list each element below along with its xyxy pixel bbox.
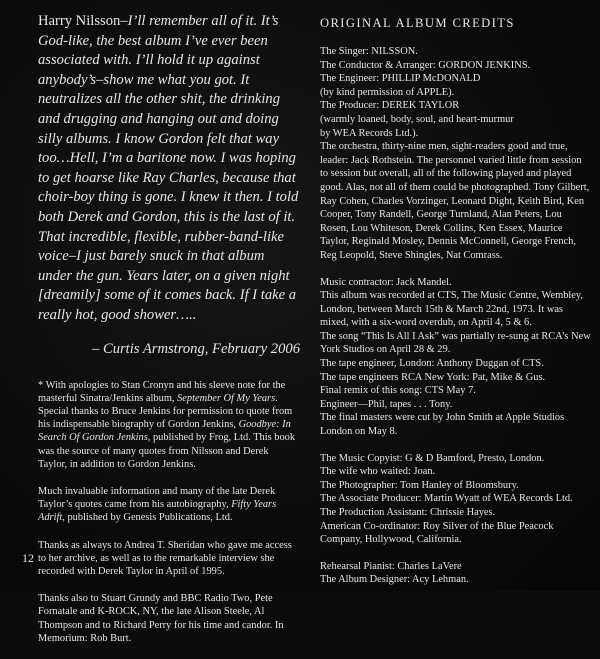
orchestra-paragraph: The orchestra, thirty-nine men, sight-readers good and true, leader: Jack Rothstein. The personnel varied little from session to session but overall, all of the following played and played good. Alas, not all of them could be photographed. Tony Gilbert, Ray Cohen, Charles Vorzinger, Leonard Dight, Keith Bird, Ken Cooper, Tony Randell, George Turnland, Alan Peters, Lou Rosen, Lou Whiteson, Derek Collins, Ken Essex, Maurice Taylor, Reginald Mosley, Dennis McConnell, George French, Reg Leopold, Steve Shingles, Nat Comrass. — [320, 141, 590, 261]
quote-speaker: Harry Nilsson– — [38, 13, 128, 29]
credits-block-staff — [320, 452, 592, 547]
credit-line: This album was recorded at CTS, The Music Centre, Wembley, London, between March 15th & March 22nd, 1973. It was mixed, with a six-word overdub, on April 4, 5 & 6. — [320, 290, 584, 329]
note-autobiography — [38, 485, 300, 525]
note-thanks-andrea: Thanks as always to Andrea T. Sheridan who gave me access to her archive, as well as to the remarkable interview she recorded with Derek Taylor in April of 1995. — [38, 539, 292, 577]
page-number: 12 — [22, 551, 34, 565]
note1-title-b: Goodbye: In Search Of Gordon Jenkins — [38, 419, 291, 444]
credit-line: The Producer: DEREK TAYLOR — [320, 100, 460, 112]
credit-line: The Conductor & Arranger: GORDON JENKINS. — [320, 59, 531, 71]
quote-signature: – Curtis Armstrong, February 2006 — [92, 340, 300, 357]
credits-block-recording — [320, 276, 592, 439]
note2-title-a: Fifty Years Adrift — [38, 499, 277, 524]
note1-text-a: * With apologies to Stan Cronyn and his sleeve note for the masterful Sinatra/Jenkins album, — [38, 379, 286, 404]
credit-line: (warmly loaned, body, soul, and heart-murmur — [320, 113, 514, 125]
credit-line: The wife who waited: Joan. — [320, 466, 436, 478]
credit-line: Music contractor: Jack Mandel. — [320, 276, 452, 288]
note-apologies — [38, 379, 300, 471]
credits-heading: ORIGINAL ALBUM CREDITS — [320, 16, 515, 30]
credit-line: The Production Assistant: Chrissie Hayes. — [320, 507, 496, 518]
note1-text-b: . Special thanks to Bruce Jenkins for permission to quote from his indispensable biography of Gordon Jenkins, — [38, 392, 293, 431]
right-column — [320, 16, 592, 600]
credit-line: American Co-ordinator: Roy Silver of the Blue Peacock Company, Hollywood, California. — [320, 520, 554, 546]
credit-line: The Singer: NILSSON. — [320, 46, 418, 57]
credit-line: (by kind permission of APPLE). — [320, 86, 455, 98]
credit-line: The Music Copyist: G & D Bamford, Presto, London. — [320, 452, 545, 464]
note2-text-a: Much invaluable information and many of the late Derek Taylor’s quotes came from his autobiography, — [38, 485, 276, 511]
credits-block-principal — [320, 45, 592, 263]
credit-line: Engineer—Phil, tapes . . . Tony. — [320, 398, 453, 410]
credit-line: The Album Designer: Acy Lehman. — [320, 574, 469, 586]
credit-line: Final remix of this song: CTS May 7. — [320, 385, 476, 397]
credit-line: by WEA Records Ltd.). — [320, 127, 419, 139]
credits-block-final — [320, 560, 592, 587]
note1-title-a: September Of My Years — [177, 392, 276, 404]
left-column — [38, 12, 300, 659]
note2-text-b: , published by Genesis Publications, Ltd. — [62, 512, 233, 524]
credit-line: The tape engineer, London: Anthony Duggan of CTS. — [320, 358, 544, 370]
quote-text: I’ll remember all of it. It’s God-like, the best album I’ve ever been associated with. I’ll hold it up against anybody’s–show me what you got. It neutralizes all the other shit, the drinking and drugging and hanging out and doing silly albums. I know Gordon felt that way too…Hell, I’m a baritone now. I was hoping to get hoarse like Ray Charles, because that choir-boy thing is gone. I knew it then. I told both Derek and Gordon, this is the last of it. That incredible, flexible, rubber-band-like voice–I just barely snuck in that album under the gun. Years later, on a given night [dreamily] some of it comes back. If I take a really hot, good shower….. — [38, 13, 299, 323]
credit-line: The tape engineers RCA New York: Pat, Mike & Gus. — [320, 371, 546, 383]
note1-text-c: , published by Frog, Ltd. This book was the source of many quotes from Nilsson and Derek Taylor, in addition to Gordon Jenkins. — [38, 432, 296, 470]
acknowledgements — [38, 379, 300, 645]
credit-line: The Photographer: Tom Hanley of Bloomsbury. — [320, 479, 519, 491]
credit-line: The Engineer: PHILLIP McDONALD — [320, 73, 481, 85]
credit-line: The Associate Producer: Martin Wyatt of WEA Records Ltd. — [320, 493, 573, 505]
note-thanks-also: Thanks also to Stuart Grundy and BBC Radio Two, Pete Fornatale and K-ROCK, NY, the late Alison Steele, Al Thompson and to Richard Perry for his time and candor. In Memorium: Rob Burt. — [38, 593, 284, 644]
credit-line: The song “This Is All I Ask” was partially re-sung at RCA’s New York Studios on April 28 & 29. — [320, 330, 591, 356]
credit-line: The final masters were cut by John Smith at Apple Studios London on May 8. — [320, 412, 565, 438]
nilsson-quote — [38, 12, 300, 326]
credit-line: Rehearsal Pianist: Charles LaVere — [320, 560, 462, 572]
